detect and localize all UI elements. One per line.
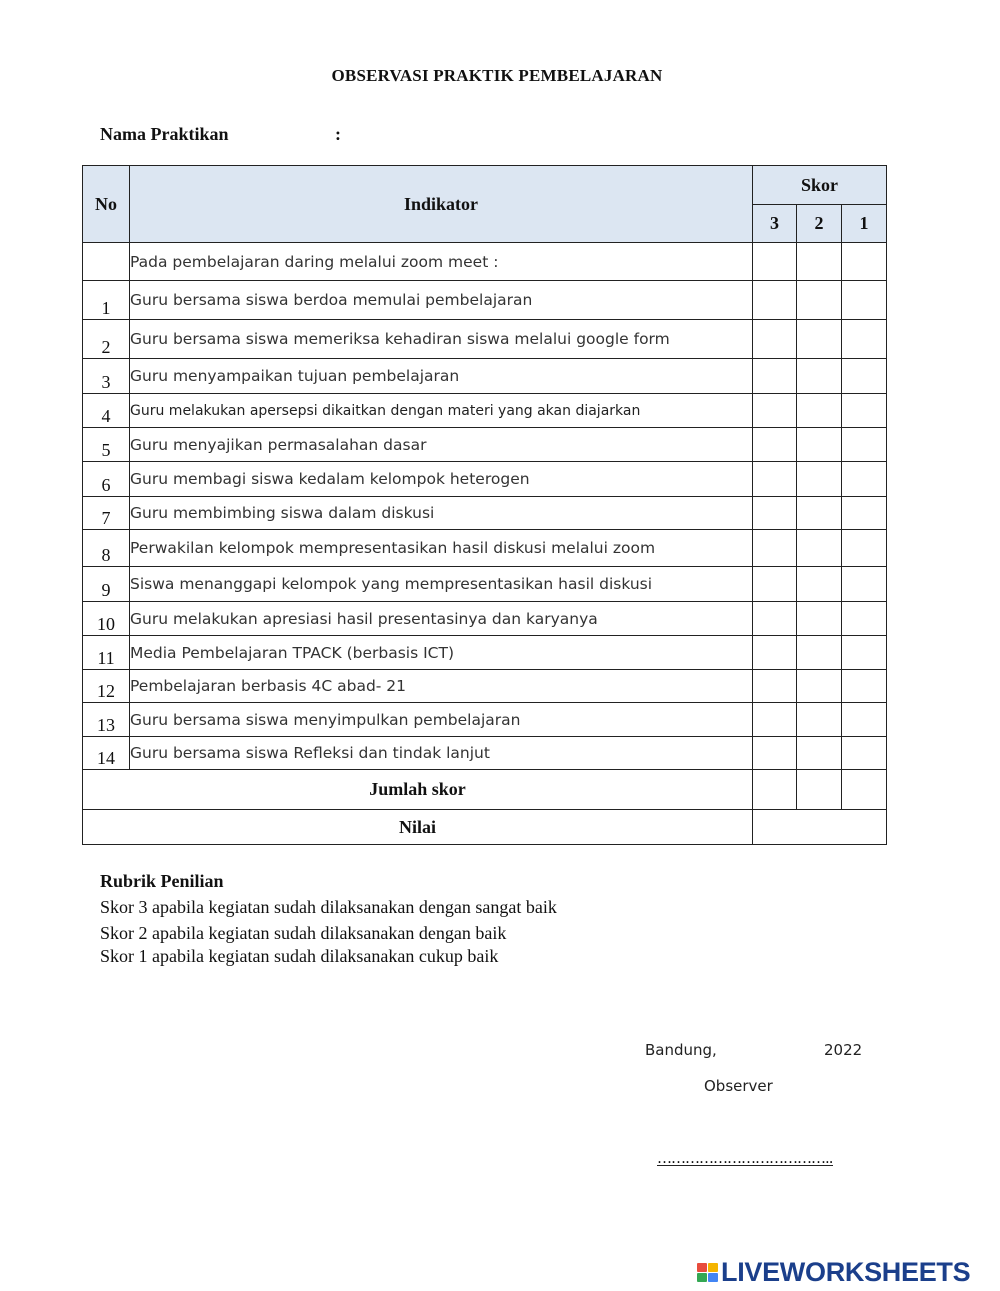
nilai-label: Nilai	[83, 810, 753, 845]
score-cell-1[interactable]	[842, 636, 887, 670]
row-number: 8	[83, 530, 130, 567]
indicator-text: Guru bersama siswa menyimpulkan pembelajaran	[130, 703, 753, 737]
indicator-text: Guru melakukan apersepsi dikaitkan dengan materi yang akan diajarkan	[130, 394, 753, 428]
nilai-row	[83, 810, 887, 845]
row-number: 11	[83, 636, 130, 670]
score-cell-1[interactable]	[842, 530, 887, 567]
rubrik-line-2: Skor 2 apabila kegiatan sudah dilaksanakan dengan baik	[100, 923, 507, 943]
indicator-text: Pembelajaran berbasis 4C abad- 21	[130, 670, 753, 703]
score-cell-3[interactable]	[753, 602, 797, 636]
table-row	[83, 703, 887, 737]
row-number: 9	[83, 567, 130, 602]
header-skor-3: 3	[753, 205, 797, 243]
signature-role: Observer	[704, 1077, 773, 1095]
header-skor: Skor	[753, 166, 887, 205]
score-cell-3[interactable]	[753, 670, 797, 703]
row-number: 1	[83, 281, 130, 320]
score-cell-3[interactable]	[753, 497, 797, 530]
score-cell-2[interactable]	[797, 670, 842, 703]
score-cell-3[interactable]	[753, 530, 797, 567]
jumlah-cell-1[interactable]	[842, 770, 887, 810]
table-row-intro	[83, 243, 887, 281]
liveworksheets-text: LIVEWORKSHEETS	[721, 1257, 971, 1287]
row-number: 4	[83, 394, 130, 428]
score-cell-2[interactable]	[797, 394, 842, 428]
jumlah-cell-3[interactable]	[753, 770, 797, 810]
score-cell-3[interactable]	[753, 320, 797, 359]
row-number: 6	[83, 462, 130, 497]
indicator-text: Guru melakukan apresiasi hasil presentasinya dan karyanya	[130, 602, 753, 636]
header-skor-1: 1	[842, 205, 887, 243]
nama-colon: :	[335, 124, 341, 144]
signature-line[interactable]: ………………………………..	[657, 1149, 833, 1167]
score-cell-3[interactable]	[753, 243, 797, 281]
score-cell-2[interactable]	[797, 497, 842, 530]
score-cell-2[interactable]	[797, 530, 842, 567]
rubrik-section	[100, 869, 557, 969]
score-cell-3[interactable]	[753, 359, 797, 394]
score-cell-2[interactable]	[797, 602, 842, 636]
score-cell-1[interactable]	[842, 602, 887, 636]
row-number: 13	[83, 703, 130, 737]
logo-square-red	[697, 1263, 707, 1272]
intro-text: Pada pembelajaran daring melalui zoom meet :	[130, 243, 753, 281]
indicator-text: Guru membimbing siswa dalam diskusi	[130, 497, 753, 530]
table-row	[83, 281, 887, 320]
score-cell-2[interactable]	[797, 636, 842, 670]
indicator-text: Guru bersama siswa Refleksi dan tindak lanjut	[130, 737, 753, 770]
row-number: 3	[83, 359, 130, 394]
table-row	[83, 497, 887, 530]
score-cell-3[interactable]	[753, 462, 797, 497]
indicator-text: Guru membagi siswa kedalam kelompok heterogen	[130, 462, 753, 497]
nilai-cell[interactable]	[753, 810, 887, 845]
score-cell-1[interactable]	[842, 394, 887, 428]
header-skor-2: 2	[797, 205, 842, 243]
row-number: 5	[83, 428, 130, 462]
rubrik-line-3: Skor 3 apabila kegiatan sudah dilaksanakan dengan sangat baik	[100, 897, 557, 917]
score-cell-1[interactable]	[842, 281, 887, 320]
table-row	[83, 567, 887, 602]
liveworksheets-logo-icon	[697, 1263, 718, 1282]
table-row	[83, 359, 887, 394]
table-row	[83, 602, 887, 636]
score-cell-2[interactable]	[797, 428, 842, 462]
indicator-text: Guru bersama siswa memeriksa kehadiran siswa melalui google form	[130, 320, 753, 359]
jumlah-skor-label: Jumlah skor	[83, 770, 753, 810]
logo-square-yellow	[708, 1263, 718, 1272]
score-cell-3[interactable]	[753, 703, 797, 737]
jumlah-cell-2[interactable]	[797, 770, 842, 810]
score-cell-3[interactable]	[753, 281, 797, 320]
score-cell-2[interactable]	[797, 703, 842, 737]
logo-square-blue	[708, 1273, 718, 1282]
table-row	[83, 636, 887, 670]
score-cell-1[interactable]	[842, 320, 887, 359]
score-cell-2[interactable]	[797, 243, 842, 281]
indicator-text: Media Pembelajaran TPACK (berbasis ICT)	[130, 636, 753, 670]
table-row	[83, 428, 887, 462]
score-cell-1[interactable]	[842, 670, 887, 703]
score-cell-1[interactable]	[842, 497, 887, 530]
score-cell-3[interactable]	[753, 636, 797, 670]
score-cell-2[interactable]	[797, 320, 842, 359]
row-number: 10	[83, 602, 130, 636]
indicator-text: Guru bersama siswa berdoa memulai pembelajaran	[130, 281, 753, 320]
indicator-text: Guru menyajikan permasalahan dasar	[130, 428, 753, 462]
score-cell-2[interactable]	[797, 737, 842, 770]
row-number: 2	[83, 320, 130, 359]
score-cell-1[interactable]	[842, 243, 887, 281]
table-row	[83, 320, 887, 359]
table-row	[83, 737, 887, 770]
rubrik-title: Rubrik Penilian	[100, 871, 224, 891]
row-number: 14	[83, 737, 130, 770]
liveworksheets-watermark	[697, 1257, 970, 1288]
score-cell-2[interactable]	[797, 462, 842, 497]
row-number: 12	[83, 670, 130, 703]
table-row	[83, 530, 887, 567]
row-no-cell	[83, 243, 130, 281]
row-number: 7	[83, 497, 130, 530]
score-cell-1[interactable]	[842, 703, 887, 737]
observation-table	[82, 165, 887, 845]
indicator-text: Siswa menanggapi kelompok yang mempresentasikan hasil diskusi	[130, 567, 753, 602]
header-indikator: Indikator	[130, 166, 753, 243]
indicator-text: Guru menyampaikan tujuan pembelajaran	[130, 359, 753, 394]
score-cell-1[interactable]	[842, 359, 887, 394]
score-cell-3[interactable]	[753, 737, 797, 770]
score-cell-3[interactable]	[753, 567, 797, 602]
table-row	[83, 670, 887, 703]
score-cell-3[interactable]	[753, 428, 797, 462]
rubrik-line-1: Skor 1 apabila kegiatan sudah dilaksanakan cukup baik	[100, 946, 499, 966]
score-cell-1[interactable]	[842, 737, 887, 770]
score-cell-1[interactable]	[842, 428, 887, 462]
table-row	[83, 462, 887, 497]
signature-city: Bandung,	[645, 1041, 717, 1059]
header-no: No	[83, 166, 130, 243]
jumlah-row	[83, 770, 887, 810]
page-title: OBSERVASI PRAKTIK PEMBELAJARAN	[331, 66, 663, 85]
score-cell-1[interactable]	[842, 567, 887, 602]
nama-praktikan-label: Nama Praktikan	[100, 124, 229, 144]
table-row	[83, 394, 887, 428]
logo-square-green	[697, 1273, 707, 1282]
indicator-text: Perwakilan kelompok mempresentasikan hasil diskusi melalui zoom	[130, 530, 753, 567]
score-cell-2[interactable]	[797, 567, 842, 602]
signature-year: 2022	[824, 1041, 863, 1059]
score-cell-1[interactable]	[842, 462, 887, 497]
score-cell-3[interactable]	[753, 394, 797, 428]
score-cell-2[interactable]	[797, 359, 842, 394]
score-cell-2[interactable]	[797, 281, 842, 320]
